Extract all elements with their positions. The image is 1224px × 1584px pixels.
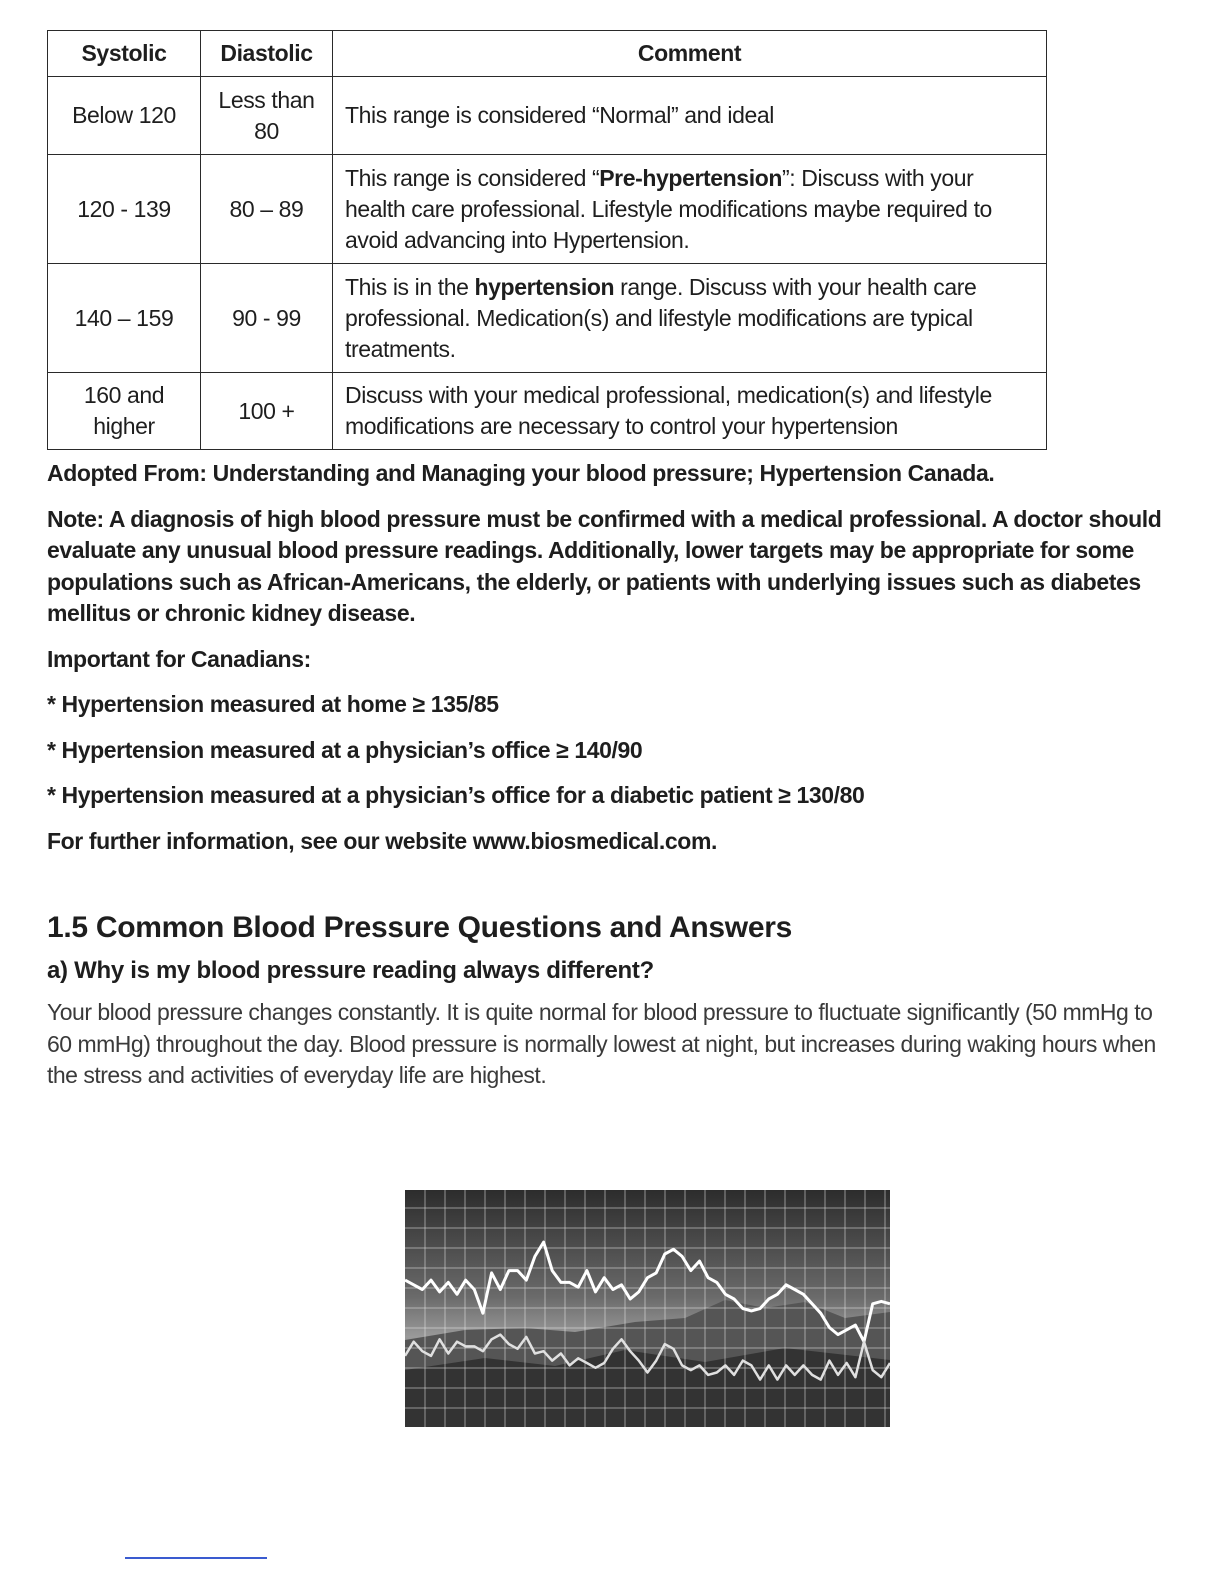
systolic-cell — [48, 373, 201, 450]
systolic-cell: Below 120 — [48, 77, 201, 155]
comment-bold: Pre-hypertension — [599, 164, 782, 191]
adopted-from: Adopted From: Understanding and Managing your blood pressure; Hypertension Canada. — [47, 460, 995, 486]
section-heading: 1.5 Common Blood Pressure Questions and Answers — [47, 911, 792, 944]
header-systolic: Systolic — [48, 31, 201, 77]
table-row — [48, 264, 1047, 373]
bp-ranges-table — [47, 30, 1047, 450]
question-heading: a) Why is my blood pressure reading always different? — [47, 957, 654, 984]
important-item: * Hypertension measured at a physician’s office ≥ 140/90 — [47, 736, 643, 763]
document-page — [47, 30, 1162, 1092]
comment-cell — [333, 77, 1047, 155]
important-title: Important for Canadians: — [47, 645, 311, 672]
comment-cell — [333, 155, 1047, 264]
diastolic-cell: 80 – 89 — [201, 155, 333, 264]
answer-paragraph: Your blood pressure changes constantly. It is quite normal for blood pressure to fluctuate significantly (50 mmHg to 60 mmHg) throughout the day. Blood pressure is normally lowest at night, but increases during waking hours when the stress and activities of everyday life are highest. — [47, 999, 1156, 1088]
diastolic-cell — [201, 77, 333, 155]
table-header-row — [48, 31, 1047, 77]
comment-text-post: range. Discuss with your health care professional. Medication(s) and lifestyle modifications are typical treatments. — [345, 273, 977, 362]
comment-cell — [333, 373, 1047, 450]
table-row — [48, 77, 1047, 155]
systolic-cell: 140 – 159 — [48, 264, 201, 373]
line-graph-over-landscape-photo — [405, 1190, 890, 1427]
comment-text: This is in the — [345, 273, 475, 300]
comment-text: Discuss with your medical professional, medication(s) and lifestyle modifications are necessary to control your hypertension — [345, 382, 992, 439]
systolic-cell: 120 - 139 — [48, 155, 201, 264]
comment-text: This range is considered “ — [345, 164, 600, 191]
comment-text-post: ”: Discuss with your health care professional. Lifestyle modifications maybe required to avoid advancing into Hypertension. — [345, 164, 992, 253]
comment-cell — [333, 264, 1047, 373]
important-item: * Hypertension measured at a physician’s office for a diabetic patient ≥ 130/80 — [47, 782, 865, 808]
photo-illustration — [405, 1190, 890, 1427]
important-item: * Hypertension measured at home ≥ 135/85 — [47, 691, 499, 717]
table-row — [48, 373, 1047, 450]
table-row — [48, 155, 1047, 264]
further-info: For further information, see our website www.biosmedical.com. — [47, 827, 717, 854]
note-paragraph: Note: A diagnosis of high blood pressure must be confirmed with a medical professional. A doctor should evaluate any unusual blood pressure readings. Additionally, lower targets may be appropriate for some populations such as African-Americans, the elderly, or patients with underlying issues such as diabetes mellitus or chronic kidney disease. — [47, 505, 1162, 626]
systolic-value: 160 and higher — [83, 382, 165, 439]
diastolic-cell: 90 - 99 — [201, 264, 333, 373]
header-comment: Comment — [333, 31, 1047, 77]
comment-text: This range is considered “Normal” and ideal — [345, 102, 774, 128]
comment-bold: hypertension — [474, 273, 615, 300]
header-diastolic: Diastolic — [201, 31, 333, 77]
diastolic-cell: 100 + — [201, 373, 333, 450]
footer-rule — [125, 1557, 267, 1559]
diastolic-value: Less than 80 — [218, 86, 315, 144]
